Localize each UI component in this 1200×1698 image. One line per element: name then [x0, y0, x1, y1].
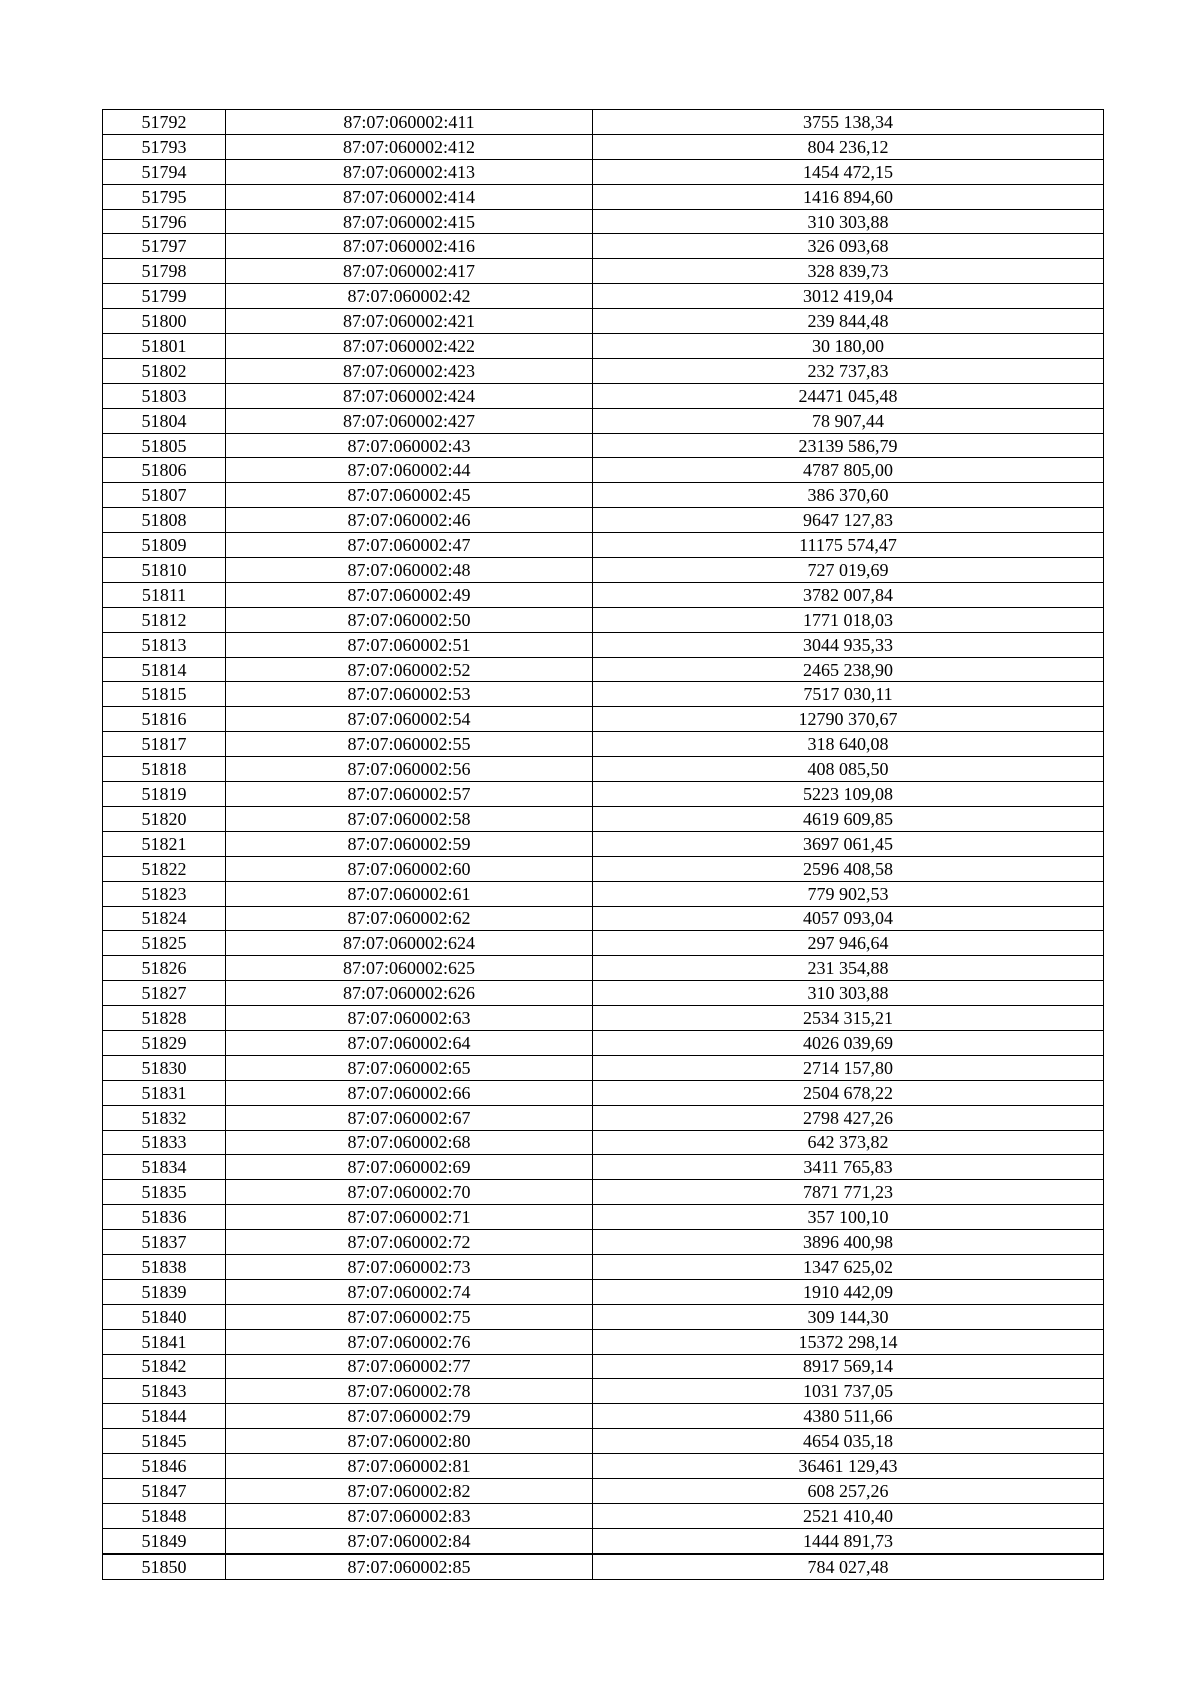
- row-number-cell: 51827: [103, 981, 226, 1006]
- row-number-cell: 51806: [103, 458, 226, 483]
- cadastral-value-cell: 24471 045,48: [593, 383, 1104, 408]
- table-row: [103, 1379, 1104, 1404]
- cadastral-number-cell: 87:07:060002:75: [226, 1304, 593, 1329]
- cadastral-number-cell: 87:07:060002:56: [226, 757, 593, 782]
- row-number-cell: 51850: [103, 1554, 226, 1579]
- cadastral-value-cell: 7871 771,23: [593, 1180, 1104, 1205]
- row-number-cell: 51814: [103, 657, 226, 682]
- cadastral-number-cell: 87:07:060002:50: [226, 607, 593, 632]
- cadastral-number-cell: 87:07:060002:625: [226, 956, 593, 981]
- cadastral-value-cell: 642 373,82: [593, 1130, 1104, 1155]
- cadastral-value-cell: 2521 410,40: [593, 1503, 1104, 1528]
- cadastral-value-cell: 310 303,88: [593, 209, 1104, 234]
- table-row: [103, 1230, 1104, 1255]
- row-number-cell: 51834: [103, 1155, 226, 1180]
- cadastral-number-cell: 87:07:060002:46: [226, 508, 593, 533]
- cadastral-number-cell: 87:07:060002:417: [226, 259, 593, 284]
- table-row: [103, 1304, 1104, 1329]
- row-number-cell: 51811: [103, 582, 226, 607]
- cadastral-value-cell: 3782 007,84: [593, 582, 1104, 607]
- row-number-cell: 51826: [103, 956, 226, 981]
- table-row: [103, 1329, 1104, 1354]
- cadastral-value-cell: 357 100,10: [593, 1205, 1104, 1230]
- cadastral-value-cell: 4787 805,00: [593, 458, 1104, 483]
- cadastral-number-cell: 87:07:060002:82: [226, 1478, 593, 1503]
- cadastral-value-cell: 15372 298,14: [593, 1329, 1104, 1354]
- cadastral-number-cell: 87:07:060002:427: [226, 408, 593, 433]
- row-number-cell: 51840: [103, 1304, 226, 1329]
- row-number-cell: 51845: [103, 1429, 226, 1454]
- row-number-cell: 51798: [103, 259, 226, 284]
- table-row: [103, 1006, 1104, 1031]
- cadastral-value-cell: 2596 408,58: [593, 856, 1104, 881]
- row-number-cell: 51837: [103, 1230, 226, 1255]
- cadastral-value-cell: 1444 891,73: [593, 1528, 1104, 1553]
- cadastral-value-cell: 2465 238,90: [593, 657, 1104, 682]
- table-row: [103, 906, 1104, 931]
- cadastral-value-cell: 4380 511,66: [593, 1404, 1104, 1429]
- cadastral-number-cell: 87:07:060002:73: [226, 1254, 593, 1279]
- table-row: [103, 358, 1104, 383]
- cadastral-number-cell: 87:07:060002:54: [226, 707, 593, 732]
- row-number-cell: 51848: [103, 1503, 226, 1528]
- table-row: [103, 632, 1104, 657]
- cadastral-number-cell: 87:07:060002:58: [226, 806, 593, 831]
- row-number-cell: 51804: [103, 408, 226, 433]
- row-number-cell: 51797: [103, 234, 226, 259]
- table-row: [103, 309, 1104, 334]
- table-row: [103, 1105, 1104, 1130]
- cadastral-value-cell: 8917 569,14: [593, 1354, 1104, 1379]
- cadastral-number-cell: 87:07:060002:421: [226, 309, 593, 334]
- table-row: [103, 209, 1104, 234]
- table-row: [103, 931, 1104, 956]
- table-row: [103, 159, 1104, 184]
- row-number-cell: 51835: [103, 1180, 226, 1205]
- table-row: [103, 110, 1104, 135]
- row-number-cell: 51831: [103, 1080, 226, 1105]
- cadastral-number-cell: 87:07:060002:74: [226, 1279, 593, 1304]
- cadastral-number-cell: 87:07:060002:415: [226, 209, 593, 234]
- row-number-cell: 51842: [103, 1354, 226, 1379]
- table-row: [103, 682, 1104, 707]
- cadastral-value-cell: 3044 935,33: [593, 632, 1104, 657]
- cadastral-value-cell: 3012 419,04: [593, 284, 1104, 309]
- table-row: [103, 1030, 1104, 1055]
- row-number-cell: 51828: [103, 1006, 226, 1031]
- table-row: [103, 1478, 1104, 1503]
- table-row: [103, 1454, 1104, 1479]
- row-number-cell: 51794: [103, 159, 226, 184]
- cadastral-value-cell: 326 093,68: [593, 234, 1104, 259]
- table-row: [103, 831, 1104, 856]
- cadastral-number-cell: 87:07:060002:47: [226, 533, 593, 558]
- row-number-cell: 51843: [103, 1379, 226, 1404]
- cadastral-value-cell: 1416 894,60: [593, 184, 1104, 209]
- cadastral-number-cell: 87:07:060002:57: [226, 782, 593, 807]
- table-row: [103, 582, 1104, 607]
- cadastral-number-cell: 87:07:060002:44: [226, 458, 593, 483]
- table-row: [103, 1130, 1104, 1155]
- table-row: [103, 1080, 1104, 1105]
- table-row: [103, 1554, 1104, 1579]
- cadastral-value-cell: 2534 315,21: [593, 1006, 1104, 1031]
- row-number-cell: 51847: [103, 1478, 226, 1503]
- cadastral-value-cell: 310 303,88: [593, 981, 1104, 1006]
- cadastral-number-cell: 87:07:060002:65: [226, 1055, 593, 1080]
- cadastral-value-cell: 3755 138,34: [593, 110, 1104, 135]
- cadastral-value-cell: 232 737,83: [593, 358, 1104, 383]
- cadastral-value-cell: 386 370,60: [593, 483, 1104, 508]
- table-row: [103, 856, 1104, 881]
- cadastral-value-cell: 30 180,00: [593, 334, 1104, 359]
- cadastral-number-cell: 87:07:060002:55: [226, 732, 593, 757]
- cadastral-number-cell: 87:07:060002:69: [226, 1155, 593, 1180]
- table-row: [103, 458, 1104, 483]
- cadastral-number-cell: 87:07:060002:49: [226, 582, 593, 607]
- cadastral-number-cell: 87:07:060002:413: [226, 159, 593, 184]
- cadastral-number-cell: 87:07:060002:424: [226, 383, 593, 408]
- cadastral-number-cell: 87:07:060002:77: [226, 1354, 593, 1379]
- row-number-cell: 51815: [103, 682, 226, 707]
- cadastral-value-cell: 727 019,69: [593, 558, 1104, 583]
- cadastral-value-cell: 1910 442,09: [593, 1279, 1104, 1304]
- table-row: [103, 1155, 1104, 1180]
- cadastral-number-cell: 87:07:060002:70: [226, 1180, 593, 1205]
- row-number-cell: 51838: [103, 1254, 226, 1279]
- table-row: [103, 1279, 1104, 1304]
- table-row: [103, 806, 1104, 831]
- table-row: [103, 1503, 1104, 1528]
- cadastral-number-cell: 87:07:060002:79: [226, 1404, 593, 1429]
- row-number-cell: 51793: [103, 134, 226, 159]
- table-row: [103, 408, 1104, 433]
- table-row: [103, 533, 1104, 558]
- table-row: [103, 234, 1104, 259]
- cadastral-number-cell: 87:07:060002:68: [226, 1130, 593, 1155]
- row-number-cell: 51829: [103, 1030, 226, 1055]
- table-row: [103, 558, 1104, 583]
- cadastral-number-cell: 87:07:060002:61: [226, 881, 593, 906]
- row-number-cell: 51805: [103, 433, 226, 458]
- row-number-cell: 51802: [103, 358, 226, 383]
- cadastral-value-cell: 608 257,26: [593, 1478, 1104, 1503]
- row-number-cell: 51821: [103, 831, 226, 856]
- row-number-cell: 51833: [103, 1130, 226, 1155]
- row-number-cell: 51825: [103, 931, 226, 956]
- cadastral-value-cell: 231 354,88: [593, 956, 1104, 981]
- table-row: [103, 1429, 1104, 1454]
- row-number-cell: 51800: [103, 309, 226, 334]
- cadastral-number-cell: 87:07:060002:62: [226, 906, 593, 931]
- row-number-cell: 51818: [103, 757, 226, 782]
- table-row: [103, 1180, 1104, 1205]
- cadastral-number-cell: 87:07:060002:84: [226, 1528, 593, 1553]
- cadastral-value-cell: 7517 030,11: [593, 682, 1104, 707]
- cadastral-value-cell: 318 640,08: [593, 732, 1104, 757]
- cadastral-number-cell: 87:07:060002:85: [226, 1554, 593, 1579]
- row-number-cell: 51796: [103, 209, 226, 234]
- cadastral-number-cell: 87:07:060002:416: [226, 234, 593, 259]
- row-number-cell: 51820: [103, 806, 226, 831]
- cadastral-value-cell: 1771 018,03: [593, 607, 1104, 632]
- cadastral-number-cell: 87:07:060002:412: [226, 134, 593, 159]
- row-number-cell: 51807: [103, 483, 226, 508]
- row-number-cell: 51799: [103, 284, 226, 309]
- row-number-cell: 51801: [103, 334, 226, 359]
- cadastral-number-cell: 87:07:060002:78: [226, 1379, 593, 1404]
- cadastral-value-cell: 239 844,48: [593, 309, 1104, 334]
- row-number-cell: 51823: [103, 881, 226, 906]
- table-row: [103, 1354, 1104, 1379]
- cadastral-value-cell: 2504 678,22: [593, 1080, 1104, 1105]
- cadastral-value-cell: 1347 625,02: [593, 1254, 1104, 1279]
- row-number-cell: 51832: [103, 1105, 226, 1130]
- row-number-cell: 51795: [103, 184, 226, 209]
- row-number-cell: 51824: [103, 906, 226, 931]
- row-number-cell: 51810: [103, 558, 226, 583]
- table-body: [103, 110, 1104, 1580]
- cadastral-value-cell: 4654 035,18: [593, 1429, 1104, 1454]
- cadastral-value-cell: 2798 427,26: [593, 1105, 1104, 1130]
- cadastral-value-cell: 36461 129,43: [593, 1454, 1104, 1479]
- row-number-cell: 51817: [103, 732, 226, 757]
- row-number-cell: 51809: [103, 533, 226, 558]
- cadastral-value-cell: 328 839,73: [593, 259, 1104, 284]
- cadastral-value-cell: 309 144,30: [593, 1304, 1104, 1329]
- cadastral-number-cell: 87:07:060002:59: [226, 831, 593, 856]
- cadastral-number-cell: 87:07:060002:411: [226, 110, 593, 135]
- table-row: [103, 1528, 1104, 1553]
- table-row: [103, 1055, 1104, 1080]
- cadastral-value-cell: 3411 765,83: [593, 1155, 1104, 1180]
- row-number-cell: 51822: [103, 856, 226, 881]
- table-row: [103, 508, 1104, 533]
- cadastral-number-cell: 87:07:060002:626: [226, 981, 593, 1006]
- cadastral-number-cell: 87:07:060002:53: [226, 682, 593, 707]
- cadastral-value-cell: 3896 400,98: [593, 1230, 1104, 1255]
- cadastral-value-cell: 1454 472,15: [593, 159, 1104, 184]
- table-row: [103, 657, 1104, 682]
- table-row: [103, 259, 1104, 284]
- cadastral-value-cell: 4619 609,85: [593, 806, 1104, 831]
- cadastral-number-cell: 87:07:060002:423: [226, 358, 593, 383]
- cadastral-value-cell: 4057 093,04: [593, 906, 1104, 931]
- row-number-cell: 51844: [103, 1404, 226, 1429]
- cadastral-number-cell: 87:07:060002:45: [226, 483, 593, 508]
- row-number-cell: 51813: [103, 632, 226, 657]
- cadastral-number-cell: 87:07:060002:67: [226, 1105, 593, 1130]
- cadastral-number-cell: 87:07:060002:42: [226, 284, 593, 309]
- cadastral-value-cell: 408 085,50: [593, 757, 1104, 782]
- table-row: [103, 1404, 1104, 1429]
- cadastral-value-cell: 11175 574,47: [593, 533, 1104, 558]
- table-row: [103, 184, 1104, 209]
- table-row: [103, 981, 1104, 1006]
- table-row: [103, 956, 1104, 981]
- cadastral-number-cell: 87:07:060002:414: [226, 184, 593, 209]
- cadastral-number-cell: 87:07:060002:71: [226, 1205, 593, 1230]
- table-row: [103, 483, 1104, 508]
- row-number-cell: 51819: [103, 782, 226, 807]
- table-row: [103, 334, 1104, 359]
- cadastral-value-table: [102, 109, 1104, 1580]
- row-number-cell: 51803: [103, 383, 226, 408]
- table-row: [103, 383, 1104, 408]
- cadastral-value-cell: 784 027,48: [593, 1554, 1104, 1579]
- cadastral-value-cell: 804 236,12: [593, 134, 1104, 159]
- table-row: [103, 134, 1104, 159]
- cadastral-value-cell: 5223 109,08: [593, 782, 1104, 807]
- table-row: [103, 707, 1104, 732]
- row-number-cell: 51846: [103, 1454, 226, 1479]
- cadastral-number-cell: 87:07:060002:66: [226, 1080, 593, 1105]
- row-number-cell: 51849: [103, 1528, 226, 1553]
- cadastral-number-cell: 87:07:060002:83: [226, 1503, 593, 1528]
- cadastral-value-cell: 12790 370,67: [593, 707, 1104, 732]
- cadastral-value-cell: 297 946,64: [593, 931, 1104, 956]
- table-row: [103, 433, 1104, 458]
- table-row: [103, 881, 1104, 906]
- cadastral-number-cell: 87:07:060002:72: [226, 1230, 593, 1255]
- row-number-cell: 51836: [103, 1205, 226, 1230]
- cadastral-number-cell: 87:07:060002:60: [226, 856, 593, 881]
- table-row: [103, 1254, 1104, 1279]
- row-number-cell: 51808: [103, 508, 226, 533]
- cadastral-number-cell: 87:07:060002:624: [226, 931, 593, 956]
- table-row: [103, 284, 1104, 309]
- row-number-cell: 51830: [103, 1055, 226, 1080]
- cadastral-value-cell: 4026 039,69: [593, 1030, 1104, 1055]
- table-row: [103, 757, 1104, 782]
- cadastral-value-cell: 23139 586,79: [593, 433, 1104, 458]
- cadastral-value-cell: 1031 737,05: [593, 1379, 1104, 1404]
- table-row: [103, 782, 1104, 807]
- cadastral-value-cell: 3697 061,45: [593, 831, 1104, 856]
- cadastral-number-cell: 87:07:060002:48: [226, 558, 593, 583]
- row-number-cell: 51839: [103, 1279, 226, 1304]
- row-number-cell: 51792: [103, 110, 226, 135]
- cadastral-number-cell: 87:07:060002:64: [226, 1030, 593, 1055]
- cadastral-number-cell: 87:07:060002:81: [226, 1454, 593, 1479]
- table-row: [103, 732, 1104, 757]
- row-number-cell: 51812: [103, 607, 226, 632]
- cadastral-number-cell: 87:07:060002:51: [226, 632, 593, 657]
- cadastral-number-cell: 87:07:060002:63: [226, 1006, 593, 1031]
- cadastral-number-cell: 87:07:060002:80: [226, 1429, 593, 1454]
- cadastral-value-cell: 779 902,53: [593, 881, 1104, 906]
- row-number-cell: 51816: [103, 707, 226, 732]
- cadastral-number-cell: 87:07:060002:43: [226, 433, 593, 458]
- row-number-cell: 51841: [103, 1329, 226, 1354]
- cadastral-value-cell: 9647 127,83: [593, 508, 1104, 533]
- cadastral-value-cell: 2714 157,80: [593, 1055, 1104, 1080]
- table-row: [103, 1205, 1104, 1230]
- cadastral-value-cell: 78 907,44: [593, 408, 1104, 433]
- cadastral-number-cell: 87:07:060002:422: [226, 334, 593, 359]
- cadastral-number-cell: 87:07:060002:52: [226, 657, 593, 682]
- table-row: [103, 607, 1104, 632]
- cadastral-number-cell: 87:07:060002:76: [226, 1329, 593, 1354]
